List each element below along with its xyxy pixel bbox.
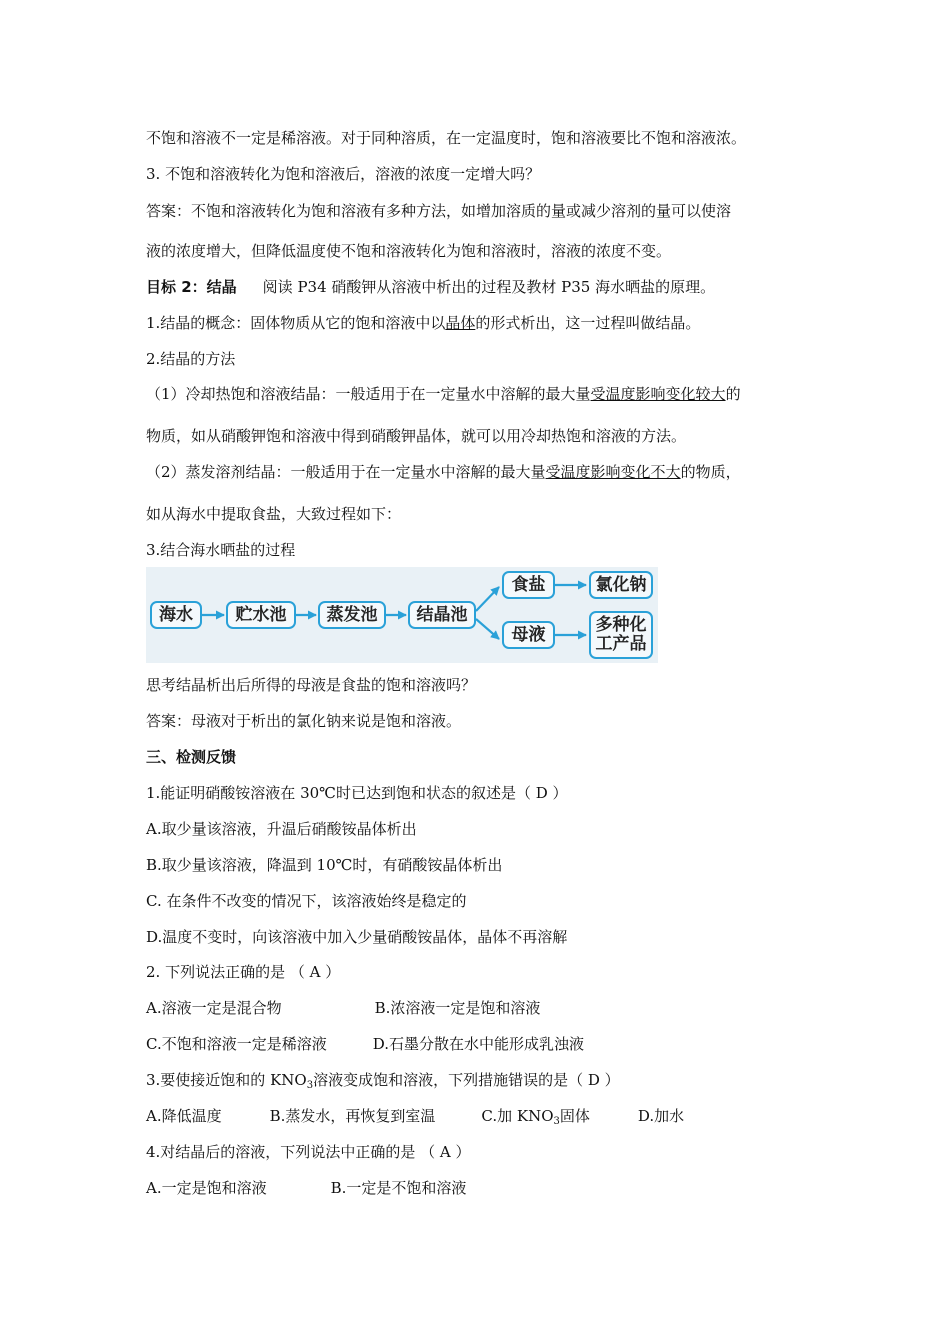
method-2-line-1 (146, 462, 741, 482)
quiz-q1-option-b: B.取少量该溶液，降温到 10℃时，有硝酸铵晶体析出 (146, 856, 503, 874)
method-1-line-2: 物质，如从硝酸钾饱和溶液中得到硝酸钾晶体，就可以用冷却热饱和溶液的方法。 (146, 427, 687, 445)
node-seawater: 海水 (150, 601, 202, 629)
quiz-q1-option-d: D.温度不变时，向该溶液中加入少量硝酸铵晶体，晶体不再溶解 (146, 928, 568, 946)
node-storage-pool: 贮水池 (226, 601, 296, 629)
quiz-q3-option-a: A.降低温度 (146, 1107, 222, 1125)
node-crystallization-pool: 结晶池 (408, 601, 476, 629)
subscript: 3 (553, 1116, 560, 1127)
section-3-heading: 三、检测反馈 (146, 748, 237, 766)
underlined-term: 受温度影响变化较大 (590, 385, 726, 403)
method-2-line-2: 如从海水中提取食盐，大致过程如下： (146, 505, 402, 523)
quiz-q3-option-b: B.蒸发水，再恢复到室温 (269, 1107, 436, 1125)
goal-2-text: 阅读 P34 硝酸钾从溶液中析出的过程及教材 P35 海水晒盐的原理。 (262, 278, 716, 296)
crystallization-methods: 2.结晶的方法 (146, 350, 236, 368)
answer-line-1: 答案：不饱和溶液转化为饱和溶液有多种方法，如增加溶质的量或减少溶剂的量可以使溶 (146, 202, 732, 220)
text-span: 固体 (559, 1107, 590, 1125)
node-salt: 食盐 (502, 571, 555, 599)
question-3: 3. 不饱和溶液转化为饱和溶液后，溶液的浓度一定增大吗？ (146, 165, 541, 183)
text-span: 的物质， (680, 463, 741, 481)
arrow-to-mother-liquor (476, 619, 499, 639)
quiz-q3-option-d: D.加水 (637, 1107, 685, 1125)
text-span: 的 (725, 385, 741, 403)
node-chemical-products (589, 611, 653, 659)
method-1-line-1 (146, 384, 741, 404)
text-span: 1.结晶的概念：固体物质从它的饱和溶液中以 (146, 314, 446, 332)
text-span: 的形式析出，这一过程叫做结晶。 (475, 314, 701, 332)
item-3-title: 3.结合海水晒盐的过程 (146, 541, 296, 559)
quiz-q1-option-c: C. 在条件不改变的情况下，该溶液始终是稳定的 (146, 892, 467, 910)
sea-salt-flow-diagram (146, 567, 658, 663)
thinking-question: 思考结晶析出后所得的母液是食盐的饱和溶液吗？ (146, 676, 477, 694)
answer-line-2: 液的浓度增大，但降低温度使不饱和溶液转化为饱和溶液时，溶液的浓度不变。 (146, 242, 672, 260)
quiz-q4-option-b: B.一定是不饱和溶液 (330, 1179, 467, 1197)
quiz-q2-options-cd (146, 1034, 584, 1054)
node-evaporation-pool: 蒸发池 (318, 601, 386, 629)
quiz-q2-option-d: D.石墨分散在水中能形成乳浊液 (372, 1035, 584, 1053)
quiz-question-3 (146, 1070, 620, 1096)
products-line-2: 工产品 (595, 634, 647, 654)
quiz-q2-option-b: B.浓溶液一定是饱和溶液 (374, 999, 541, 1017)
quiz-q2-options-ab (146, 998, 540, 1018)
node-sodium-chloride: 氯化钠 (589, 571, 653, 599)
text-span: （1）冷却热饱和溶液结晶：一般适用于在一定量水中溶解的最大量 (146, 385, 591, 403)
quiz-q4-options (146, 1178, 466, 1198)
quiz-q4-option-a: A.一定是饱和溶液 (146, 1179, 267, 1197)
goal-2-title: 目标 2：结晶 (146, 278, 237, 296)
underlined-term: 受温度影响变化不大 (545, 463, 681, 481)
quiz-question-4: 4.对结晶后的溶液，下列说法中正确的是 （ A ） (146, 1143, 471, 1161)
quiz-q2-option-a: A.溶液一定是混合物 (146, 999, 282, 1017)
text-span: C.加 KNO (481, 1107, 554, 1125)
quiz-q3-option-c (481, 1107, 590, 1125)
crystallization-concept (146, 313, 700, 333)
subscript: 3 (306, 1080, 314, 1091)
quiz-question-2: 2. 下列说法正确的是 （ A ） (146, 963, 341, 981)
quiz-q3-options (146, 1106, 684, 1132)
thinking-answer: 答案：母液对于析出的氯化钠来说是饱和溶液。 (146, 712, 462, 730)
goal-2-heading (146, 277, 715, 297)
flow-arrows (146, 567, 658, 663)
text-span: 溶液变成饱和溶液，下列措施错误的是（ D ） (313, 1071, 620, 1089)
quiz-q1-option-a: A.取少量该溶液，升温后硝酸铵晶体析出 (146, 820, 417, 838)
products-line-1: 多种化 (595, 615, 647, 635)
underlined-term: 晶体 (445, 314, 476, 332)
quiz-question-1: 1.能证明硝酸铵溶液在 30℃时已达到饱和状态的叙述是（ D ） (146, 784, 568, 802)
arrow-to-salt (476, 587, 499, 611)
text-span: 3.要使接近饱和的 KNO (146, 1071, 307, 1089)
text-span: （2）蒸发溶剂结晶：一般适用于在一定量水中溶解的最大量 (146, 463, 546, 481)
quiz-q2-option-c: C.不饱和溶液一定是稀溶液 (146, 1035, 327, 1053)
paragraph-line: 不饱和溶液不一定是稀溶液。对于同种溶质，在一定温度时，饱和溶液要比不饱和溶液浓。 (146, 129, 747, 147)
node-mother-liquor: 母液 (502, 621, 555, 649)
